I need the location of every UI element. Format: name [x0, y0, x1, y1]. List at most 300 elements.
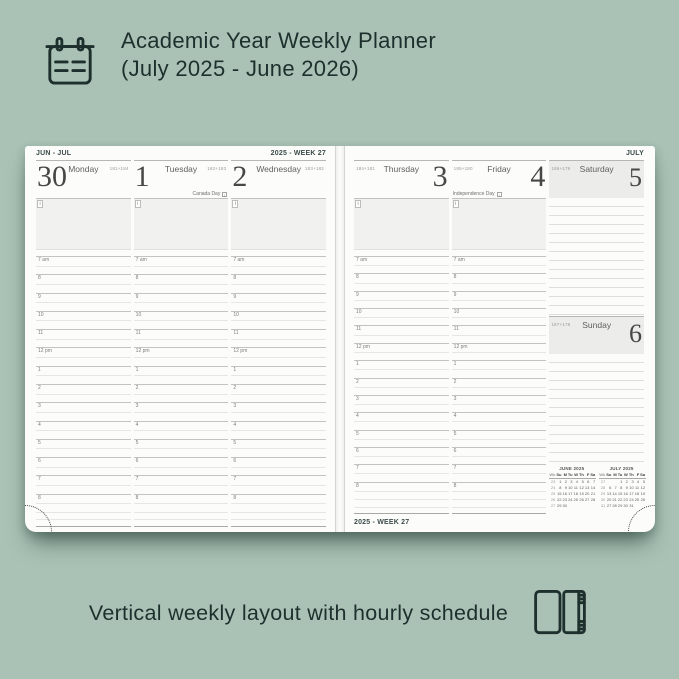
hour-label: 7 am	[453, 257, 465, 263]
day-header	[354, 160, 449, 198]
half-hour-line	[452, 369, 547, 370]
hour-label: 3	[233, 403, 237, 410]
hour-label: 2	[38, 384, 41, 391]
hour-row	[231, 347, 326, 365]
half-hour-line	[354, 491, 449, 492]
half-hour-line	[354, 473, 449, 474]
day-of-year-count: 184+181	[356, 166, 376, 171]
day-column-monday	[36, 160, 131, 527]
hourly-schedule	[36, 256, 131, 527]
hour-row	[134, 421, 229, 439]
mini-cal-day: 21	[612, 497, 617, 502]
mini-cal-day: 24	[629, 497, 634, 502]
mini-cal-day: 28	[590, 497, 596, 502]
hour-row	[231, 439, 326, 457]
half-hour-line	[134, 412, 229, 413]
hour-label: 6	[233, 458, 237, 465]
hour-label: 11	[135, 330, 141, 337]
hour-label: 3	[38, 403, 41, 410]
ruled-lines	[549, 354, 644, 463]
mini-calendar-grid	[599, 472, 644, 509]
hour-row	[452, 430, 547, 447]
mini-calendar	[549, 466, 594, 514]
info-icon: i	[355, 200, 361, 208]
hour-label: 8	[233, 494, 237, 501]
hour-label: 10	[233, 311, 239, 318]
hour-row	[134, 457, 229, 475]
holiday-text: Canada Day	[192, 191, 221, 197]
mini-cal-day: 14	[612, 491, 617, 496]
mini-cal-dow: W	[574, 472, 578, 477]
hour-row	[452, 256, 547, 273]
day-name-label: Saturday	[579, 164, 614, 174]
hour-label: 8	[453, 482, 457, 489]
hour-row	[134, 402, 229, 420]
mini-cal-day: 26	[640, 497, 646, 502]
mini-cal-day: 8	[620, 485, 623, 490]
mini-cal-day: 29	[600, 491, 606, 496]
hour-label: 12 pm	[38, 348, 52, 355]
day-name-label: Wednesday	[256, 164, 302, 174]
info-icon: i	[453, 200, 459, 208]
half-hour-line	[36, 302, 131, 303]
holiday-label	[453, 192, 502, 197]
month-label: JULY	[625, 150, 644, 157]
hour-row	[354, 412, 449, 429]
mini-cal-day: 5	[642, 479, 646, 484]
day-column-thursday	[354, 160, 449, 514]
day-of-year-count: 185+180	[453, 166, 473, 171]
schedule-tail	[231, 512, 326, 527]
half-hour-line	[231, 302, 326, 303]
hour-row	[452, 308, 547, 325]
mini-cal-day: 7	[592, 479, 596, 484]
title-line-1: Academic Year Weekly Planner	[121, 28, 436, 53]
mini-cal-day: 4	[575, 479, 578, 484]
half-hour-line	[231, 394, 326, 395]
mini-calendar-grid	[549, 472, 594, 509]
mini-cal-day: 6	[609, 485, 612, 490]
mini-calendar	[599, 466, 644, 514]
mini-cal-day: 5	[581, 479, 584, 484]
hour-row	[452, 447, 547, 464]
hour-label: 12 pm	[135, 348, 150, 355]
mini-cal-dow: Tu	[617, 472, 623, 477]
page-gutter	[335, 146, 345, 532]
half-hour-line	[452, 283, 547, 284]
hour-label: 1	[38, 366, 41, 373]
hour-label: 2	[135, 384, 139, 391]
caption	[0, 583, 679, 643]
mini-cal-day: 22	[557, 497, 562, 502]
half-hour-line	[36, 503, 131, 504]
mini-cal-dow: Tu	[567, 472, 573, 477]
caption-text: Vertical weekly layout with hourly schedule	[88, 600, 509, 625]
mini-cal-day: 23	[623, 497, 628, 502]
hour-label: 6	[356, 447, 359, 454]
hour-label: 10	[453, 309, 460, 316]
page-title	[121, 27, 436, 83]
day-header	[134, 160, 229, 198]
hour-label: 8	[356, 274, 359, 281]
hour-row	[36, 384, 131, 402]
mini-cal-day: 16	[562, 491, 567, 496]
hour-row	[134, 347, 229, 365]
half-hour-line	[134, 302, 229, 303]
hour-row	[134, 366, 229, 384]
half-hour-line	[36, 430, 131, 431]
schedule-tail	[354, 499, 449, 514]
half-hour-line	[354, 421, 449, 422]
hour-row	[354, 343, 449, 360]
mini-cal-day: 4	[636, 479, 640, 484]
hour-row	[134, 329, 229, 347]
hour-label: 2	[233, 384, 237, 391]
hour-row	[231, 457, 326, 475]
hour-label: 5	[356, 430, 359, 437]
hour-row	[231, 329, 326, 347]
half-hour-line	[231, 485, 326, 486]
hour-row	[231, 293, 326, 311]
info-icon: i	[497, 192, 502, 197]
half-hour-line	[452, 404, 547, 405]
mini-cal-day: 11	[573, 485, 578, 490]
half-hour-line	[134, 339, 229, 340]
hour-label: 5	[233, 439, 237, 446]
hour-row	[354, 325, 449, 342]
half-hour-line	[134, 266, 229, 267]
hour-label: 12 pm	[356, 343, 370, 350]
half-hour-line	[36, 448, 131, 449]
hourly-schedule	[231, 256, 326, 527]
hour-row	[354, 256, 449, 273]
half-hour-line	[354, 369, 449, 370]
hour-label: 8	[453, 274, 457, 281]
info-icon: i	[222, 192, 227, 197]
mini-cal-day: 23	[562, 497, 567, 502]
mini-cal-dow: Sa	[590, 472, 596, 477]
mini-cal-day: 13	[606, 491, 612, 496]
mini-cal-day: 27	[606, 503, 612, 508]
hour-label: 12 pm	[233, 348, 248, 355]
mini-cal-day: 28	[600, 485, 606, 490]
hour-label: 9	[233, 293, 237, 300]
hour-label: 9	[135, 293, 139, 300]
hour-label: 11	[356, 326, 362, 333]
mini-cal-day: 12	[640, 485, 646, 490]
notes-area	[231, 198, 326, 250]
mini-cal-day: 11	[635, 485, 640, 490]
mini-cal-day: 29	[617, 503, 623, 508]
half-hour-line	[452, 300, 547, 301]
hour-row	[354, 482, 449, 499]
day-number: 3	[432, 160, 448, 193]
hour-row	[354, 360, 449, 377]
hour-row	[36, 256, 131, 274]
half-hour-line	[452, 335, 547, 336]
corner-stitch-left	[0, 505, 52, 559]
half-hour-line	[354, 300, 449, 301]
mini-cal-dow: M	[563, 472, 567, 477]
mini-cal-day: 30	[623, 503, 628, 508]
hour-row	[354, 378, 449, 395]
half-hour-line	[231, 357, 326, 358]
hour-row	[452, 464, 547, 481]
left-page-day-columns	[36, 160, 326, 527]
ruled-lines	[549, 198, 644, 316]
hour-row	[36, 402, 131, 420]
hour-label: 4	[233, 421, 237, 428]
hour-row	[36, 421, 131, 439]
hour-label: 10	[135, 311, 142, 318]
hour-label: 7	[135, 476, 139, 483]
half-hour-line	[134, 394, 229, 395]
hour-row	[231, 384, 326, 402]
day-column-friday	[452, 160, 547, 514]
hour-row	[134, 274, 229, 292]
mini-calendars	[549, 463, 644, 514]
day-header	[452, 160, 547, 198]
hour-row	[134, 293, 229, 311]
half-hour-line	[354, 456, 449, 457]
hour-row	[452, 378, 547, 395]
half-hour-line	[452, 387, 547, 388]
half-hour-line	[134, 485, 229, 486]
hour-row	[36, 293, 131, 311]
right-page-topline	[354, 150, 644, 159]
mini-cal-day: 2	[564, 479, 567, 484]
hour-row	[231, 256, 326, 274]
mini-cal-day: 25	[550, 491, 556, 496]
holiday-label	[193, 192, 228, 197]
mini-cal-day: 8	[559, 485, 562, 490]
mini-cal-day: 10	[568, 485, 573, 490]
half-hour-line	[354, 387, 449, 388]
half-hour-line	[452, 421, 547, 422]
info-icon: i	[232, 200, 238, 208]
hour-row	[354, 395, 449, 412]
half-hour-line	[452, 491, 547, 492]
hour-label: 8	[233, 275, 237, 282]
hour-label: 6	[135, 458, 139, 465]
half-hour-line	[134, 503, 229, 504]
mini-cal-day: 17	[568, 491, 573, 496]
notebook-icon	[530, 583, 590, 643]
mini-cal-day: 31	[600, 503, 606, 508]
hour-row	[452, 291, 547, 308]
half-hour-line	[354, 317, 449, 318]
mini-cal-dow: Wk	[549, 472, 556, 477]
mini-cal-day: 12	[579, 485, 584, 490]
half-hour-line	[36, 375, 131, 376]
half-hour-line	[452, 456, 547, 457]
day-number: 30	[37, 160, 67, 193]
half-hour-line	[36, 320, 131, 321]
mini-cal-day: 18	[634, 491, 640, 496]
half-hour-line	[354, 439, 449, 440]
hourly-schedule	[134, 256, 229, 527]
mini-cal-day: 27	[584, 497, 590, 502]
hour-row	[231, 475, 326, 493]
mini-cal-day: 3	[631, 479, 634, 484]
day-number: 5	[629, 163, 643, 192]
day-number: 6	[629, 318, 643, 348]
hour-label: 2	[356, 378, 359, 385]
hour-row	[36, 347, 131, 365]
mini-cal-day: 2	[625, 479, 628, 484]
half-hour-line	[452, 317, 547, 318]
notes-area	[36, 198, 131, 250]
half-hour-line	[231, 284, 326, 285]
mini-cal-day: 17	[629, 491, 634, 496]
mini-cal-dow: F	[586, 472, 590, 477]
hour-row	[134, 311, 229, 329]
mini-cal-day: 19	[640, 491, 646, 496]
mini-cal-day: 13	[584, 485, 590, 490]
mini-cal-day: 1	[620, 479, 623, 484]
mini-cal-dow: Su	[556, 472, 562, 477]
left-page	[25, 146, 335, 532]
hour-label: 7 am	[356, 257, 368, 263]
hour-label: 6	[38, 458, 41, 465]
mini-cal-day: 23	[550, 479, 556, 484]
hour-label: 1	[356, 361, 359, 368]
half-hour-line	[36, 357, 131, 358]
hour-row	[134, 475, 229, 493]
mini-cal-dow: Th	[578, 472, 584, 477]
hour-row	[231, 402, 326, 420]
hour-label: 3	[135, 403, 139, 410]
day-of-year-count: 182+183	[207, 166, 227, 171]
hour-row	[354, 291, 449, 308]
hour-row	[134, 494, 229, 512]
half-hour-line	[231, 430, 326, 431]
hour-row	[452, 273, 547, 290]
hour-row	[36, 311, 131, 329]
mini-cal-day: 31	[629, 503, 634, 508]
half-hour-line	[134, 284, 229, 285]
mini-cal-day: 14	[590, 485, 596, 490]
mini-calendar-title: JUNE 2025	[559, 466, 585, 471]
hour-label: 4	[38, 421, 41, 428]
mini-cal-dow: M	[613, 472, 617, 477]
hour-row	[231, 366, 326, 384]
week-number-label-bottom: 2025 - WEEK 27	[354, 519, 410, 526]
half-hour-line	[231, 320, 326, 321]
hour-row	[231, 274, 326, 292]
mini-cal-day: 16	[623, 491, 628, 496]
mini-cal-day: 27	[550, 503, 556, 508]
hour-row	[452, 412, 547, 429]
hour-row	[36, 475, 131, 493]
weekend-column	[549, 160, 644, 514]
hour-label: 7	[453, 465, 457, 472]
hour-label: 5	[135, 439, 139, 446]
hour-row	[452, 395, 547, 412]
info-icon: i	[37, 200, 43, 208]
hour-label: 4	[453, 413, 457, 420]
mini-cal-day: 20	[584, 491, 590, 496]
hour-row	[36, 329, 131, 347]
notes-area	[134, 198, 229, 250]
hour-row	[354, 464, 449, 481]
hour-label: 7 am	[233, 257, 245, 263]
half-hour-line	[36, 412, 131, 413]
half-hour-line	[452, 265, 547, 266]
mini-cal-dow: F	[636, 472, 640, 477]
hour-label: 7	[38, 476, 41, 483]
hour-label: 8	[356, 482, 359, 489]
mini-cal-day: 18	[573, 491, 578, 496]
corner-stitch-right	[628, 505, 679, 559]
hourly-schedule	[354, 256, 449, 514]
day-number: 1	[134, 160, 150, 193]
notes-area	[452, 198, 547, 250]
day-number: 2	[232, 160, 248, 193]
half-hour-line	[354, 265, 449, 266]
month-range-label: JUN - JUL	[36, 150, 72, 157]
weekend-header-saturday	[549, 160, 644, 198]
mini-calendar-title: JULY 2025	[609, 466, 634, 471]
hour-row	[452, 360, 547, 377]
half-hour-line	[231, 448, 326, 449]
day-name-label: Tuesday	[164, 164, 198, 174]
day-of-year-count: 187+178	[551, 321, 571, 327]
hour-label: 9	[453, 291, 457, 298]
hour-label: 11	[38, 330, 44, 337]
mini-cal-day: 30	[600, 497, 606, 502]
mini-cal-day: 6	[587, 479, 590, 484]
mini-cal-day: 9	[564, 485, 567, 490]
hour-label: 4	[356, 413, 359, 420]
mini-cal-day: 15	[617, 491, 623, 496]
mini-cal-day: 1	[559, 479, 562, 484]
half-hour-line	[134, 375, 229, 376]
mini-cal-day: 20	[606, 497, 612, 502]
mini-cal-day: 3	[570, 479, 573, 484]
hour-label: 3	[453, 395, 457, 402]
day-of-year-count: 181+184	[109, 166, 129, 171]
hour-row	[452, 482, 547, 499]
hour-label: 7 am	[38, 257, 50, 263]
hour-row	[354, 308, 449, 325]
half-hour-line	[354, 335, 449, 336]
half-hour-line	[36, 394, 131, 395]
hour-label: 5	[38, 439, 41, 446]
hour-label: 10	[356, 309, 362, 316]
half-hour-line	[354, 283, 449, 284]
mini-cal-day: 30	[562, 503, 567, 508]
schedule-tail	[134, 512, 229, 527]
mini-cal-day: 19	[579, 491, 584, 496]
hour-row	[452, 325, 547, 342]
hour-label: 10	[38, 311, 44, 318]
planner-spread	[25, 146, 655, 532]
hour-row	[36, 439, 131, 457]
holiday-text: Independence Day	[452, 191, 495, 197]
half-hour-line	[134, 357, 229, 358]
mini-cal-day: 26	[550, 497, 556, 502]
mini-cal-dow: Sa	[640, 472, 646, 477]
half-hour-line	[231, 375, 326, 376]
notes-area	[354, 198, 449, 250]
title-line-2: (July 2025 - June 2026)	[121, 56, 360, 82]
hour-row	[354, 447, 449, 464]
hour-label: 7 am	[135, 257, 147, 263]
hour-row	[134, 384, 229, 402]
half-hour-line	[36, 284, 131, 285]
half-hour-line	[36, 485, 131, 486]
